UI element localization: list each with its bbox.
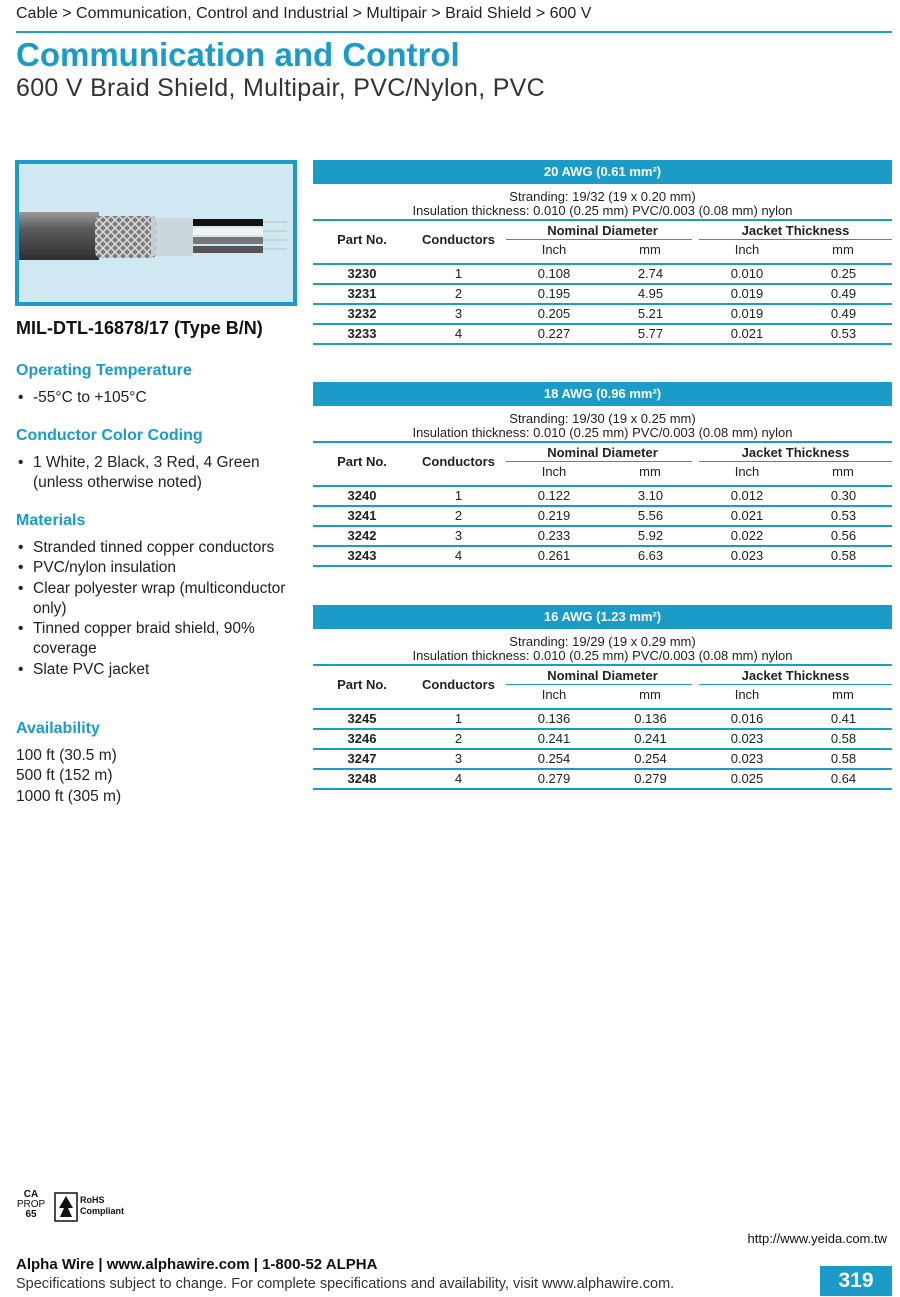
- spec-table-18awg: [313, 382, 892, 567]
- availability-line: 1000 ft (305 m): [16, 787, 122, 805]
- col-nominal-diameter: Nominal Diameter: [547, 668, 658, 683]
- cell-nd-mm: 6.63: [637, 548, 664, 563]
- cell-jt-mm: 0.49: [830, 306, 857, 321]
- cell-nd-inch: 0.261: [537, 548, 571, 563]
- col-nominal-diameter: Nominal Diameter: [547, 445, 658, 460]
- cell-part-no: 3231: [347, 286, 377, 301]
- col-jacket-thickness: Jacket Thickness: [741, 668, 850, 683]
- cell-jt-mm: 0.56: [830, 528, 857, 543]
- table-notes: [313, 406, 892, 443]
- cell-nd-mm: 0.279: [634, 771, 667, 786]
- cell-nd-inch: 0.195: [537, 286, 571, 301]
- table-row: [313, 265, 892, 285]
- rohs-recycle-icon: [54, 1192, 78, 1222]
- website-url[interactable]: http://www.yeida.com.tw: [747, 1231, 887, 1246]
- cell-nd-mm: 2.74: [637, 266, 664, 281]
- header-divider: [506, 684, 692, 685]
- cell-nd-mm: 4.95: [637, 286, 664, 301]
- list-item: • PVC/nylon insulation: [16, 558, 296, 578]
- unit-mm: mm: [639, 687, 661, 702]
- cell-nd-inch: 0.254: [537, 751, 571, 766]
- cell-nd-mm: 0.241: [634, 731, 667, 746]
- cell-jt-inch: 0.023: [730, 751, 764, 766]
- list-item: • -55°C to +105°C: [16, 388, 296, 408]
- col-jacket-thickness: Jacket Thickness: [741, 445, 850, 460]
- color-coding-section: [16, 427, 296, 494]
- cell-part-no: 3241: [347, 508, 377, 523]
- cell-part-no: 3246: [347, 731, 377, 746]
- col-conductors: Conductors: [422, 232, 495, 247]
- cell-jt-mm: 0.53: [830, 508, 857, 523]
- table-row: [313, 770, 892, 790]
- section-heading: Conductor Color Coding: [16, 427, 203, 444]
- table-row: [313, 305, 892, 325]
- cell-jt-inch: 0.023: [730, 731, 764, 746]
- cell-jt-inch: 0.021: [730, 326, 764, 341]
- rohs-label: [80, 1195, 124, 1217]
- cell-nd-inch: 0.122: [537, 488, 571, 503]
- unit-mm: mm: [832, 242, 854, 257]
- table-row: [313, 487, 892, 507]
- unit-mm: mm: [639, 464, 661, 479]
- cell-jt-inch: 0.010: [730, 266, 764, 281]
- cell-nd-mm: 0.254: [634, 751, 667, 766]
- rohs-line: RoHS: [80, 1195, 105, 1205]
- table-header: [313, 443, 892, 487]
- unit-inch: Inch: [541, 242, 567, 257]
- cell-nd-inch: 0.279: [537, 771, 571, 786]
- cell-part-no: 3233: [347, 326, 377, 341]
- cell-conductors: 4: [454, 771, 463, 786]
- unit-inch: Inch: [734, 242, 760, 257]
- cable-illustration: [19, 164, 293, 302]
- header-divider: [699, 461, 892, 462]
- cell-nd-inch: 0.108: [537, 266, 571, 281]
- unit-mm: mm: [832, 687, 854, 702]
- cell-part-no: 3242: [347, 528, 377, 543]
- cell-nd-mm: 0.136: [634, 711, 667, 726]
- availability-line: 500 ft (152 m): [16, 767, 113, 785]
- cell-nd-mm: 3.10: [637, 488, 664, 503]
- rohs-line: Compliant: [80, 1206, 124, 1216]
- col-conductors: Conductors: [422, 677, 495, 692]
- table-header: [313, 666, 892, 710]
- cell-part-no: 3248: [347, 771, 377, 786]
- cell-nd-inch: 0.136: [537, 711, 571, 726]
- table-row: [313, 527, 892, 547]
- cell-jt-mm: 0.53: [830, 326, 857, 341]
- cell-conductors: 3: [454, 306, 463, 321]
- cell-nd-inch: 0.241: [537, 731, 571, 746]
- spec-number: MIL-DTL-16878/17 (Type B/N): [16, 318, 263, 338]
- insulation-text: Insulation thickness: 0.010 (0.25 mm) PVC/0.003 (0.08 mm) nylon: [412, 203, 793, 218]
- cell-nd-inch: 0.227: [537, 326, 571, 341]
- cell-nd-mm: 5.77: [637, 326, 664, 341]
- stranding-text: Stranding: 19/30 (19 x 0.25 mm): [509, 411, 696, 426]
- unit-inch: Inch: [734, 464, 760, 479]
- stranding-text: Stranding: 19/29 (19 x 0.29 mm): [509, 634, 696, 649]
- cell-part-no: 3245: [347, 711, 377, 726]
- cell-jt-inch: 0.021: [730, 508, 764, 523]
- list-item: • Tinned copper braid shield, 90% coverage: [16, 619, 296, 660]
- table-row: [313, 507, 892, 527]
- header-divider: [699, 239, 892, 240]
- cell-jt-mm: 0.58: [830, 751, 857, 766]
- unit-inch: Inch: [541, 687, 567, 702]
- cell-part-no: 3243: [347, 548, 377, 563]
- col-jacket-thickness: Jacket Thickness: [741, 223, 850, 238]
- cell-nd-mm: 5.21: [637, 306, 664, 321]
- cell-jt-mm: 0.25: [830, 266, 857, 281]
- table-row: [313, 750, 892, 770]
- cell-jt-inch: 0.019: [730, 306, 764, 321]
- ca-prop65-line: CA: [23, 1189, 39, 1200]
- availability-section: [16, 720, 296, 807]
- cell-conductors: 4: [454, 326, 463, 341]
- list-item: • Stranded tinned copper conductors: [16, 538, 296, 558]
- cell-jt-inch: 0.019: [730, 286, 764, 301]
- cell-jt-mm: 0.30: [830, 488, 857, 503]
- list-item: • Clear polyester wrap (multiconductor only): [16, 579, 296, 620]
- ca-prop65-line: 65: [25, 1209, 37, 1220]
- page-title: Communication and Control: [16, 36, 460, 73]
- cell-conductors: 2: [454, 508, 463, 523]
- stranding-text: Stranding: 19/32 (19 x 0.20 mm): [509, 189, 696, 204]
- cell-jt-mm: 0.58: [830, 548, 857, 563]
- cell-conductors: 2: [454, 286, 463, 301]
- col-nominal-diameter: Nominal Diameter: [547, 223, 658, 238]
- operating-temperature-section: [16, 362, 296, 408]
- cell-conductors: 3: [454, 751, 463, 766]
- cell-jt-inch: 0.012: [730, 488, 764, 503]
- col-part-no: Part No.: [337, 232, 387, 247]
- availability-line: 100 ft (30.5 m): [16, 747, 117, 764]
- cell-nd-mm: 5.92: [637, 528, 664, 543]
- cell-nd-inch: 0.205: [537, 306, 571, 321]
- table-header: [313, 221, 892, 265]
- ca-prop65-badge: [16, 1190, 46, 1220]
- table-row: [313, 547, 892, 567]
- cell-part-no: 3240: [347, 488, 377, 503]
- cell-jt-mm: 0.41: [830, 711, 857, 726]
- cell-jt-inch: 0.023: [730, 548, 764, 563]
- cell-conductors: 1: [454, 711, 463, 726]
- list-item: • Slate PVC jacket: [16, 660, 296, 680]
- footer-disclaimer: Specifications subject to change. For complete specifications and availability, visit www.alphawire.com.: [16, 1276, 675, 1292]
- table-gauge-bar: 16 AWG (1.23 mm²): [313, 605, 892, 629]
- section-heading: Materials: [16, 512, 86, 529]
- ca-prop65-line: PROP: [16, 1199, 46, 1210]
- cell-nd-mm: 5.56: [637, 508, 664, 523]
- section-heading: Operating Temperature: [16, 362, 192, 379]
- cell-part-no: 3247: [347, 751, 377, 766]
- cell-jt-mm: 0.58: [830, 731, 857, 746]
- cell-conductors: 2: [454, 731, 463, 746]
- col-part-no: Part No.: [337, 677, 387, 692]
- cell-nd-inch: 0.233: [537, 528, 571, 543]
- table-gauge-bar: 18 AWG (0.96 mm²): [313, 382, 892, 406]
- cell-jt-mm: 0.64: [830, 771, 857, 786]
- section-heading: Availability: [16, 720, 100, 737]
- rohs-badge: [54, 1192, 144, 1222]
- unit-inch: Inch: [541, 464, 567, 479]
- table-row: [313, 285, 892, 305]
- cell-jt-mm: 0.49: [830, 286, 857, 301]
- table-row: [313, 730, 892, 750]
- cell-jt-inch: 0.022: [730, 528, 764, 543]
- materials-section: [16, 512, 296, 680]
- unit-inch: Inch: [734, 687, 760, 702]
- cell-conductors: 4: [454, 548, 463, 563]
- cell-conductors: 3: [454, 528, 463, 543]
- page-subtitle: 600 V Braid Shield, Multipair, PVC/Nylon, PVC: [16, 74, 546, 102]
- cell-conductors: 1: [454, 488, 463, 503]
- cell-part-no: 3230: [347, 266, 377, 281]
- cell-nd-inch: 0.219: [537, 508, 571, 523]
- cell-part-no: 3232: [347, 306, 377, 321]
- list-item: • 1 White, 2 Black, 3 Red, 4 Green (unless otherwise noted): [16, 453, 296, 494]
- table-notes: [313, 629, 892, 666]
- page-number: 319: [820, 1266, 892, 1296]
- insulation-text: Insulation thickness: 0.010 (0.25 mm) PVC/0.003 (0.08 mm) nylon: [412, 648, 793, 663]
- cell-conductors: 1: [454, 266, 463, 281]
- spec-table-16awg: [313, 605, 892, 790]
- unit-mm: mm: [832, 464, 854, 479]
- table-row: [313, 325, 892, 345]
- breadcrumb: Cable > Communication, Control and Industrial > Multipair > Braid Shield > 600 V: [16, 5, 592, 22]
- col-part-no: Part No.: [337, 454, 387, 469]
- header-rule: [16, 31, 892, 33]
- header-divider: [506, 461, 692, 462]
- cell-jt-inch: 0.025: [730, 771, 764, 786]
- insulation-text: Insulation thickness: 0.010 (0.25 mm) PVC/0.003 (0.08 mm) nylon: [412, 425, 793, 440]
- table-gauge-bar: 20 AWG (0.61 mm²): [313, 160, 892, 184]
- cable-photo: [15, 160, 297, 306]
- spec-table-20awg: [313, 160, 892, 345]
- table-notes: [313, 184, 892, 221]
- header-divider: [699, 684, 892, 685]
- header-divider: [506, 239, 692, 240]
- unit-mm: mm: [639, 242, 661, 257]
- col-conductors: Conductors: [422, 454, 495, 469]
- cell-jt-inch: 0.016: [730, 711, 764, 726]
- footer-contact: Alpha Wire | www.alphawire.com | 1-800-52 ALPHA: [16, 1256, 378, 1273]
- table-row: [313, 710, 892, 730]
